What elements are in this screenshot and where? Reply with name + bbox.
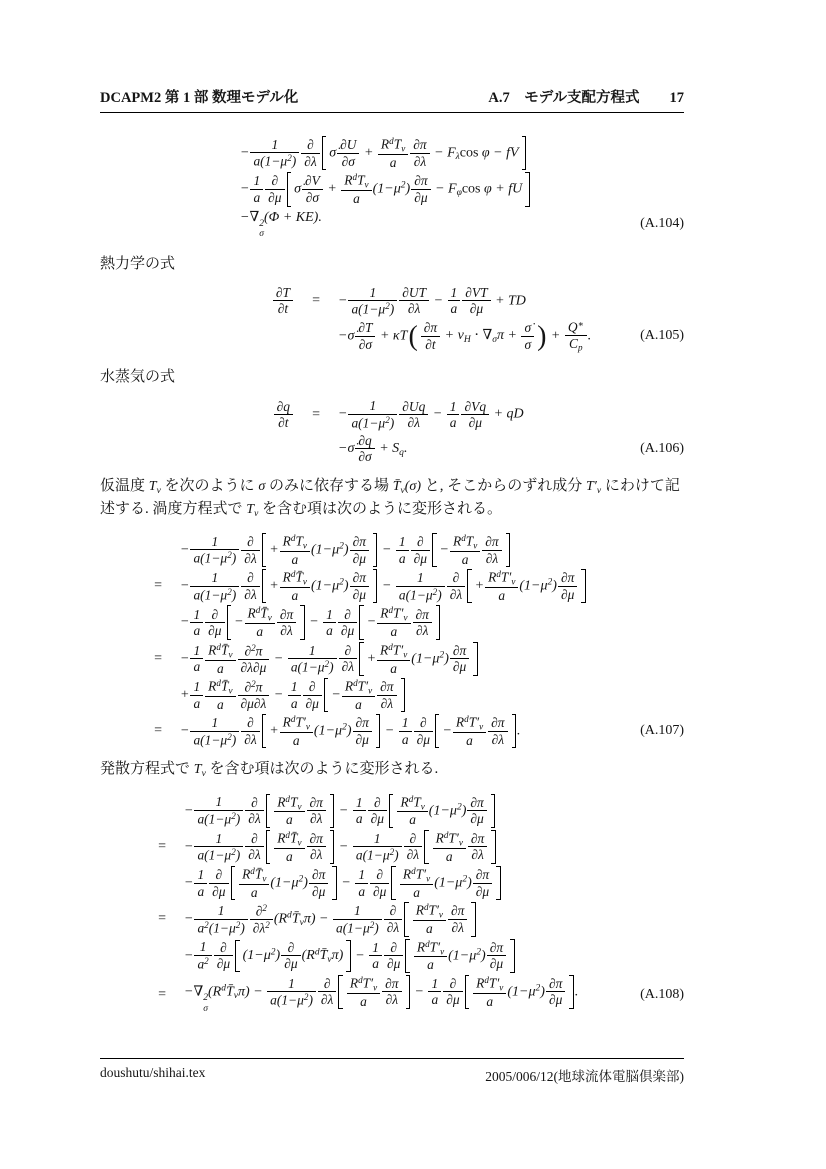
equation-expression: + $\frac{1}{a}$ $R^dT̄_v$ a $\frac{\partial^2\pi}{\partial\mu\partial\lambda}$ − $\frac{1}{a}$ ∂ ∂μ − $R^dT'_v$ a $\frac{\partial\pi}{\partial\lambda}$	[180, 678, 406, 712]
section-title: A.7 モデル支配方程式	[488, 90, 640, 106]
equation-relation: =	[153, 723, 163, 739]
section-heading-thermodynamics: 熱力学の式	[100, 255, 176, 272]
equation-row	[100, 172, 684, 206]
equation-number: (A.107)	[640, 723, 684, 739]
equation-row	[100, 642, 684, 676]
equation-relation: =	[153, 578, 163, 594]
equation-row	[100, 533, 684, 567]
equation-row	[100, 902, 684, 936]
equation-row	[100, 794, 684, 828]
equation-relation: =	[157, 838, 167, 854]
equation-row	[100, 714, 684, 748]
equation-expression: − $\frac{1}{a(1-\mu^2)}$ ∂ ∂λ $R^dT̄_v$ a $\frac{\partial\pi}{\partial\lambda}$ − $\frac{1}{a(1-\mu^2)}$ ∂ ∂λ $R^dT'_v$ a $\frac{\partial\pi}{\partial\lambda}$	[184, 830, 497, 864]
equation-number: (A.108)	[640, 986, 684, 1002]
equation-relation: =	[153, 650, 163, 666]
equation-expression: − $\frac{1}{a}$ ∂ ∂μ σ̇ $\frac{\partial V}{\partial\sigma}$ + $R^dT_v$ a $(1-\mu^2)$ $\frac{\partial\pi}{\partial\mu}$ − $F_\varphi\cos$ φ + fU	[240, 172, 531, 206]
equation-relation: =	[157, 986, 167, 1002]
footer-source-file: doushutu/shihai.tex	[100, 1065, 206, 1080]
equation-relation: =	[157, 911, 167, 927]
running-header	[100, 86, 684, 113]
equation-relation: =	[311, 292, 321, 308]
equation-expression: − $\frac{1}{a}$ ∂ ∂μ − $R^dT̄_v$ a $\frac{\partial\pi}{\partial\lambda}$ − $\frac{1}{a}$ ∂ ∂μ − $R^dT'_v$ a $\frac{\partial\pi}{\partial\lambda}$	[180, 605, 441, 639]
equation-a106	[100, 398, 684, 464]
equation-expression: − $\frac{1}{a(1-\mu^2)}$ ∂ ∂λ σ̇ $\frac{\partial U}{\partial\sigma}$ + $R^dT_v$ a $\frac{\partial\pi}{\partial\lambda}$ − $F_\lambda\cos$ φ − fV	[240, 136, 527, 170]
equation-row	[100, 209, 684, 240]
equation-a108	[100, 794, 684, 1015]
page-body	[100, 118, 684, 1024]
equation-a104	[100, 136, 684, 240]
equation-relation: =	[311, 406, 321, 422]
equation-row	[100, 433, 684, 465]
equation-expression: − $\frac{1}{a(1-\mu^2)}$ $\frac{\partial Uq}{\partial\lambda}$ − $\frac{1}{a}$ $\frac{\partial Vq}{\partial\mu}$ + qD	[338, 398, 524, 431]
equation-row	[100, 975, 684, 1014]
footer-date: 2005/006/12(地球流体電脳倶楽部)	[485, 1069, 684, 1084]
equation-row	[100, 678, 684, 712]
equation-expression: − $\frac{1}{a(1-\mu^2)}$ ∂ ∂λ + $R^dT̄_v$ a $(1-\mu^2)$ $\frac{\partial\pi}{\partial\mu}$ − $\frac{1}{a(1-\mu^2)}$ ∂ ∂λ + $R^dT'_v$ a $(1-\mu^2)$ $\frac{\partial\pi}{\partial\mu}$	[180, 569, 587, 603]
paragraph-virtual-temperature: 仮温度 $T_v$ を次のように σ のみに依存する場 $T̄_v(\sigma)$ と, そこからのずれ成分 $T'_v$ にわけて記述する. 渦度方程式で $T_v$ を含む項は次のように変形される。	[100, 477, 680, 519]
equation-expression: − $\frac{1}{a}$ $R^dT̄_v$ a $\frac{\partial^2\pi}{\partial\lambda\partial\mu}$ − $\frac{1}{a(1-\mu^2)}$ ∂ ∂λ + $R^dT'_v$ a $(1-\mu^2)$ $\frac{\partial\pi}{\partial\mu}$	[180, 642, 479, 676]
equation-row	[100, 398, 684, 430]
equation-row	[100, 285, 684, 317]
page-footer	[100, 1058, 684, 1085]
equation-expression: − $\frac{1}{a(1-\mu^2)}$ $\frac{\partial UT}{\partial\lambda}$ − $\frac{1}{a}$ $\frac{\partial VT}{\partial\mu}$ + TD	[338, 284, 526, 317]
equation-row	[100, 939, 684, 973]
equation-expression: − $\frac{1}{a^2}$ ∂ ∂μ $(1-\mu^2)$ ∂ ∂μ $(R^dT̄_v\pi)$ − $\frac{1}{a}$ ∂ ∂μ $R^dT'_v$ a $(1-\mu^2)$ $\frac{\partial\pi}{\partial\mu}$	[184, 939, 516, 973]
equation-expression: − $\frac{1}{a}$ ∂ ∂μ $R^dT̄_v$ a $(1-\mu^2)$ $\frac{\partial\pi}{\partial\mu}$ − $\frac{1}{a}$ ∂ ∂μ $R^dT'_v$ a $(1-\mu^2)$ $\frac{\partial\pi}{\partial\mu}$	[184, 866, 502, 900]
page-number: 17	[669, 90, 684, 106]
paragraph-divergence: 発散方程式で $T_v$ を含む項は次のように変形される.	[100, 761, 439, 780]
equation-a107	[100, 533, 684, 749]
equation-a105	[100, 285, 684, 354]
equation-expression: −σ̇ $\frac{\partial T}{\partial\sigma}$ + κT ( $\frac{\partial\pi}{\partial t}$ + $v_H \cdot \nabla_\sigma\pi$ + $\frac{\sigmȧ}{\sigma}$ ) + $\frac{Q^∗}{C_p}$ .	[338, 319, 592, 353]
equation-row	[100, 830, 684, 864]
equation-lhs: ∂T ∂t	[250, 285, 294, 317]
equation-number: (A.104)	[640, 216, 684, 232]
running-header-title: DCAPM2 第 1 部 数理モデル化	[100, 90, 299, 106]
equation-lhs: ∂q ∂t	[250, 399, 294, 431]
equation-number: (A.105)	[640, 328, 684, 344]
running-header-right	[488, 86, 684, 107]
equation-row	[100, 319, 684, 353]
equation-expression: − $\frac{1}{a^2(1-\mu^2)}$ $\frac{\partial^2}{\partial\lambda^2}$ $(R^dT̄_v\pi)$ − $\frac{1}{a(1-\mu^2)}$ ∂ ∂λ $R^dT'_v$ a $\frac{\partial\pi}{\partial\lambda}$	[184, 902, 477, 936]
equation-row	[100, 136, 684, 170]
equation-row	[100, 605, 684, 639]
section-heading-water-vapor: 水蒸気の式	[100, 369, 176, 386]
equation-expression: −∇ 2 σ $(R^dT̄_v\pi)$ − $\frac{1}{a(1-\mu^2)}$ ∂ ∂λ $R^dT'_v$ a $\frac{\partial\pi}{\partial\lambda}$ − $\frac{1}{a}$ ∂ ∂μ $R^dT'_v$ a $(1-\mu^2)$ $\frac{\partial\pi}{\partial\mu}$ .	[184, 974, 579, 1014]
equation-expression: − $\frac{1}{a(1-\mu^2)}$ ∂ ∂λ + $R^dT'_v$ a $(1-\mu^2)$ $\frac{\partial\pi}{\partial\mu}$ − $\frac{1}{a}$ ∂ ∂μ − $R^dT'_v$ a $\frac{\partial\pi}{\partial\lambda}$ .	[180, 714, 521, 748]
equation-expression: −σ̇ $\frac{\partial q}{\partial\sigma}$ + $S_q$.	[338, 432, 408, 465]
equation-expression: −∇ 2 σ (Φ + KE).	[240, 209, 322, 240]
equation-number: (A.106)	[640, 440, 684, 456]
equation-expression: − $\frac{1}{a(1-\mu^2)}$ ∂ ∂λ $R^dT_v$ a $\frac{\partial\pi}{\partial\lambda}$ − $\frac{1}{a}$ ∂ ∂μ $R^dT_v$ a $(1-\mu^2)$ $\frac{\partial\pi}{\partial\mu}$	[184, 794, 496, 828]
equation-row	[100, 866, 684, 900]
equation-row	[100, 569, 684, 603]
equation-expression: − $\frac{1}{a(1-\mu^2)}$ ∂ ∂λ + $R^dT_v$ a $(1-\mu^2)$ $\frac{\partial\pi}{\partial\mu}$ − $\frac{1}{a}$ ∂ ∂μ − $R^dT_v$ a $\frac{\partial\pi}{\partial\lambda}$	[180, 533, 511, 567]
